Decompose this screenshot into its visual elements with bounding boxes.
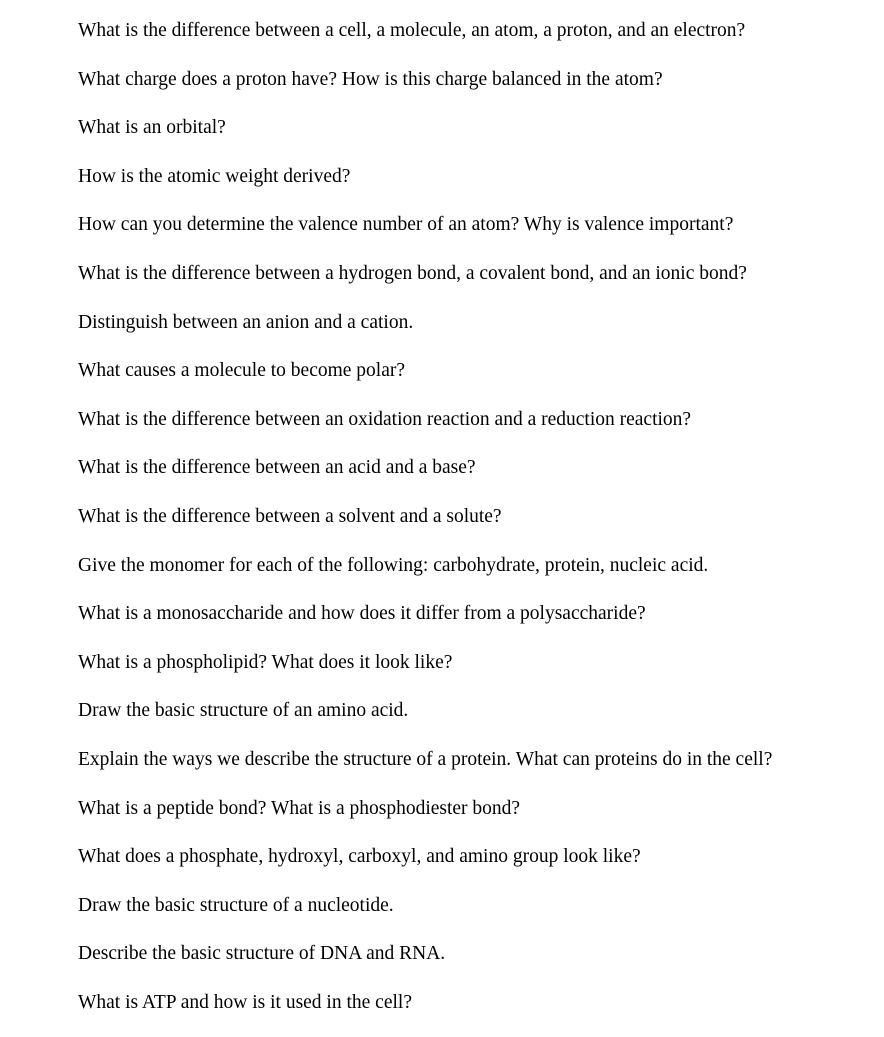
question-item: How is the atomic weight derived?	[78, 165, 351, 187]
question-item: What is the difference between a cell, a molecule, an atom, a proton, and an electron?	[78, 20, 746, 41]
question-item: What is the difference between an acid and a base?	[78, 457, 476, 479]
question-item: What is a monosaccharide and how does it differ from a polysaccharide?	[78, 603, 646, 625]
question-item: What is the difference between an oxidation reaction and a reduction reaction?	[78, 408, 692, 430]
question-item: What is the difference between a solvent and a solute?	[78, 505, 502, 527]
question-item: What is an orbital?	[78, 117, 226, 139]
question-item: How can you determine the valence number of an atom? Why is valence important?	[78, 214, 734, 236]
question-item: What is the difference between a hydrogen bond, a covalent bond, and an ionic bond?	[78, 262, 747, 284]
question-item: What charge does a proton have? How is this charge balanced in the atom?	[78, 68, 663, 90]
question-item: What is a peptide bond? What is a phosphodiester bond?	[78, 797, 521, 819]
question-item: Draw the basic structure of an amino acid.	[78, 700, 409, 722]
question-item: What is a phospholipid? What does it look like?	[78, 651, 453, 673]
question-item: Draw the basic structure of a nucleotide.	[78, 894, 394, 916]
question-item: Give the monomer for each of the following: carbohydrate, protein, nucleic acid.	[78, 554, 709, 576]
question-item: What causes a molecule to become polar?	[78, 360, 406, 382]
question-item: What does a phosphate, hydroxyl, carboxyl, and amino group look like?	[78, 846, 641, 868]
question-item: Distinguish between an anion and a cation.	[78, 311, 414, 333]
question-item: Describe the basic structure of DNA and RNA.	[78, 943, 446, 965]
question-item: Explain the ways we describe the structure of a protein. What can proteins do in the cell?	[78, 748, 773, 770]
question-item: What is ATP and how is it used in the cell?	[78, 991, 412, 1013]
question-list	[78, 17, 878, 1037]
